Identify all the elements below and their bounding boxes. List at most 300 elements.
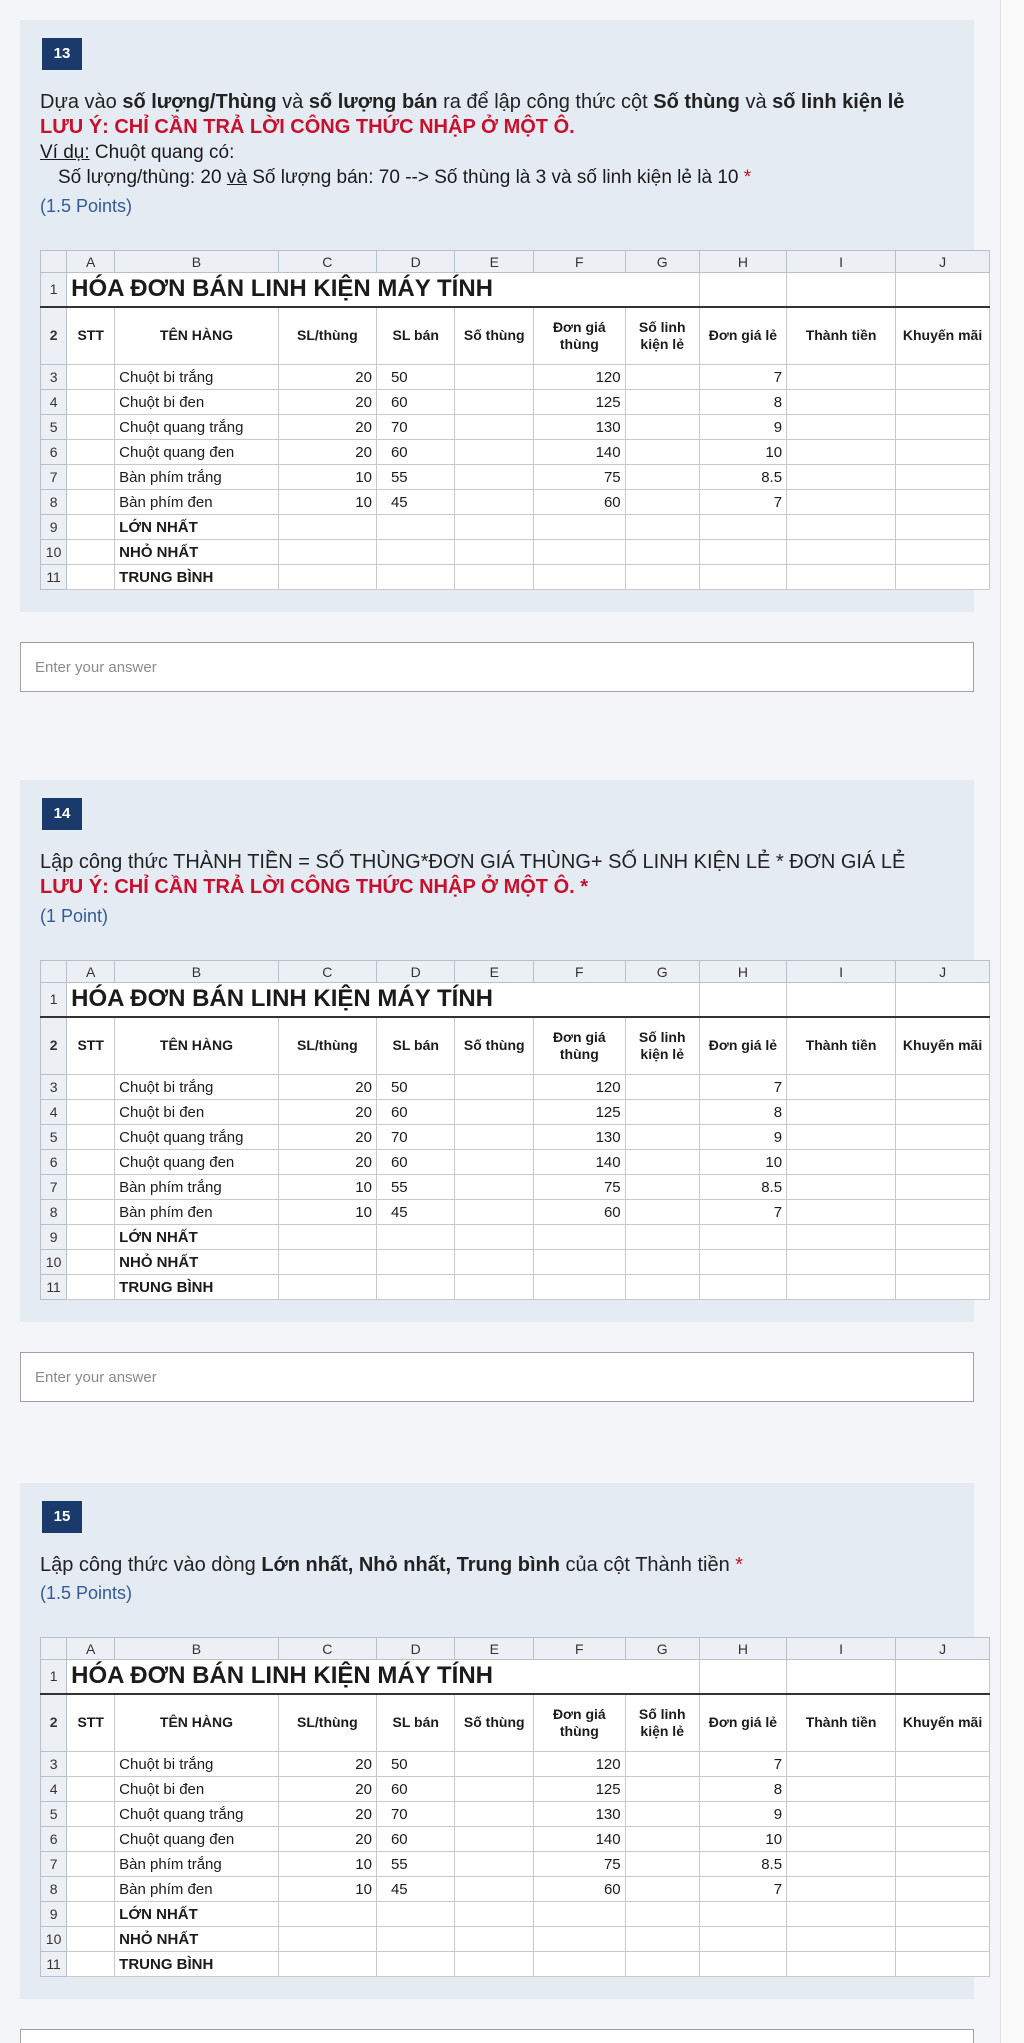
empty-cell — [896, 540, 990, 565]
name-cell: Chuột bi đen — [115, 1100, 279, 1125]
khuyen-mai-cell — [896, 1100, 990, 1125]
sl-thung-cell: 20 — [278, 1125, 376, 1150]
so-thung-cell — [455, 490, 534, 515]
empty-cell — [278, 1275, 376, 1300]
summary-row — [41, 565, 990, 590]
thanh-tien-cell — [787, 490, 896, 515]
linh-kien-le-cell — [625, 1100, 699, 1125]
stt-cell — [67, 1225, 115, 1250]
linh-kien-le-cell — [625, 1827, 699, 1852]
points-label: (1 Point) — [40, 906, 109, 926]
row-header: 6 — [41, 1827, 67, 1852]
empty-cell — [455, 1952, 534, 1977]
empty-cell — [278, 1952, 376, 1977]
stt-cell — [67, 1952, 115, 1977]
question-15 — [20, 1483, 983, 2043]
empty-cell — [278, 540, 376, 565]
table-row — [41, 390, 990, 415]
stt-cell — [67, 415, 115, 440]
empty-cell — [787, 1275, 896, 1300]
column-header: B — [115, 1638, 279, 1660]
empty-cell — [896, 983, 990, 1017]
don-gia-le-cell: 10 — [699, 440, 786, 465]
warning-part: LƯU Ý: CHỈ CẦN TRẢ LỜI CÔNG THỨC NHẬP Ở MỘT Ô. — [40, 876, 575, 898]
table-header-cell: SL bán — [376, 1694, 455, 1752]
empty-cell — [896, 515, 990, 540]
column-header: A — [67, 961, 115, 983]
thanh-tien-cell — [787, 1150, 896, 1175]
empty-cell — [787, 1952, 896, 1977]
so-thung-cell — [455, 415, 534, 440]
table-header-cell: Số thùng — [455, 1694, 534, 1752]
summary-label: NHỎ NHẤT — [115, 540, 279, 565]
linh-kien-le-cell — [625, 440, 699, 465]
empty-cell — [787, 1250, 896, 1275]
sl-ban-cell: 60 — [376, 440, 455, 465]
linh-kien-le-cell — [625, 1125, 699, 1150]
thanh-tien-cell — [787, 1100, 896, 1125]
summary-label: TRUNG BÌNH — [115, 1275, 279, 1300]
don-gia-le-cell: 8 — [699, 390, 786, 415]
row-header: 9 — [41, 1225, 67, 1250]
don-gia-le-cell: 8 — [699, 1100, 786, 1125]
sl-ban-cell: 55 — [376, 1175, 455, 1200]
column-header: E — [455, 251, 534, 273]
linh-kien-le-cell — [625, 1175, 699, 1200]
empty-cell — [699, 1225, 786, 1250]
empty-cell — [787, 565, 896, 590]
stt-cell — [67, 1927, 115, 1952]
khuyen-mai-cell — [896, 1877, 990, 1902]
spreadsheet-table — [40, 960, 990, 1300]
row-header: 5 — [41, 1802, 67, 1827]
example-intro: Chuột quang có: — [89, 142, 235, 163]
so-thung-cell — [455, 1175, 534, 1200]
empty-cell — [625, 1952, 699, 1977]
sl-ban-cell: 45 — [376, 1877, 455, 1902]
so-thung-cell — [455, 440, 534, 465]
sheet-title: HÓA ĐƠN BÁN LINH KIỆN MÁY TÍNH — [67, 273, 700, 307]
sl-ban-cell: 45 — [376, 1200, 455, 1225]
empty-cell — [455, 565, 534, 590]
empty-cell — [534, 1250, 626, 1275]
khuyen-mai-cell — [896, 1150, 990, 1175]
name-cell: Chuột quang trắng — [115, 1125, 279, 1150]
empty-cell — [625, 1225, 699, 1250]
don-gia-thung-cell: 60 — [534, 1877, 626, 1902]
so-thung-cell — [455, 1827, 534, 1852]
empty-cell — [278, 1927, 376, 1952]
question-text-bold: Lớn nhất, Nhỏ nhất, Trung bình — [261, 1554, 560, 1576]
empty-cell — [534, 1927, 626, 1952]
row-header: 6 — [41, 1150, 67, 1175]
so-thung-cell — [455, 1877, 534, 1902]
sheet-title: HÓA ĐƠN BÁN LINH KIỆN MÁY TÍNH — [67, 983, 700, 1017]
sl-ban-cell: 70 — [376, 1802, 455, 1827]
empty-cell — [534, 515, 626, 540]
stt-cell — [67, 1125, 115, 1150]
table-row — [41, 1075, 990, 1100]
row-header: 1 — [41, 1660, 67, 1694]
question-13 — [20, 20, 983, 692]
example-heading — [40, 140, 952, 165]
row-header: 3 — [41, 365, 67, 390]
empty-cell — [699, 1902, 786, 1927]
empty-cell — [896, 1250, 990, 1275]
sl-thung-cell: 20 — [278, 1802, 376, 1827]
summary-row — [41, 1225, 990, 1250]
sl-thung-cell: 10 — [278, 1200, 376, 1225]
question-number: 15 — [42, 1501, 82, 1533]
table-header-cell: SL bán — [376, 1017, 455, 1075]
question-text — [40, 850, 952, 874]
sl-thung-cell: 20 — [278, 365, 376, 390]
linh-kien-le-cell — [625, 1777, 699, 1802]
empty-cell — [787, 1660, 896, 1694]
row-header: 9 — [41, 1902, 67, 1927]
question-text-part: Lập công thức vào dòng — [40, 1554, 262, 1576]
name-cell: Bàn phím đen — [115, 1877, 279, 1902]
stt-cell — [67, 1275, 115, 1300]
empty-cell — [625, 1927, 699, 1952]
corner-cell — [41, 961, 67, 983]
don-gia-thung-cell: 75 — [534, 1852, 626, 1877]
don-gia-le-cell: 8.5 — [699, 1852, 786, 1877]
sheet-title: HÓA ĐƠN BÁN LINH KIỆN MÁY TÍNH — [67, 1660, 700, 1694]
example-part: Số lượng bán: 70 --> Số thùng là 3 và số linh kiện lẻ là 10 — [246, 167, 739, 188]
row-header: 8 — [41, 490, 67, 515]
so-thung-cell — [455, 1075, 534, 1100]
khuyen-mai-cell — [896, 1777, 990, 1802]
empty-cell — [625, 540, 699, 565]
name-cell: Bàn phím trắng — [115, 1852, 279, 1877]
empty-cell — [787, 1927, 896, 1952]
row-header: 3 — [41, 1075, 67, 1100]
question-card — [20, 1483, 983, 1999]
corner-cell — [41, 251, 67, 273]
don-gia-le-cell: 9 — [699, 415, 786, 440]
table-header-cell: Số thùng — [455, 307, 534, 365]
sl-ban-cell: 50 — [376, 365, 455, 390]
khuyen-mai-cell — [896, 1827, 990, 1852]
row-header: 2 — [41, 1694, 67, 1752]
table-row — [41, 1852, 990, 1877]
row-header: 8 — [41, 1200, 67, 1225]
stt-cell — [67, 1150, 115, 1175]
question-14 — [20, 780, 983, 1402]
stt-cell — [67, 490, 115, 515]
table-header-cell: STT — [67, 1694, 115, 1752]
name-cell: Chuột quang đen — [115, 1827, 279, 1852]
table-header-cell: Đơn giá lẻ — [699, 1694, 786, 1752]
question-number: 13 — [42, 38, 82, 70]
row-header: 4 — [41, 390, 67, 415]
empty-cell — [625, 1250, 699, 1275]
so-thung-cell — [455, 1200, 534, 1225]
table-row — [41, 440, 990, 465]
don-gia-le-cell: 7 — [699, 490, 786, 515]
empty-cell — [896, 273, 990, 307]
question-text-bold: Số thùng — [653, 91, 740, 113]
empty-cell — [787, 515, 896, 540]
empty-cell — [534, 1275, 626, 1300]
empty-cell — [376, 1952, 455, 1977]
khuyen-mai-cell — [896, 1075, 990, 1100]
sl-thung-cell: 20 — [278, 1100, 376, 1125]
empty-cell — [896, 565, 990, 590]
empty-cell — [896, 1660, 990, 1694]
column-header: H — [699, 1638, 786, 1660]
answer-input[interactable] — [35, 1369, 959, 1386]
linh-kien-le-cell — [625, 465, 699, 490]
empty-cell — [534, 565, 626, 590]
don-gia-thung-cell: 120 — [534, 1752, 626, 1777]
thanh-tien-cell — [787, 1877, 896, 1902]
stt-cell — [67, 1175, 115, 1200]
column-header: H — [699, 251, 786, 273]
name-cell: Chuột quang đen — [115, 440, 279, 465]
khuyen-mai-cell — [896, 1200, 990, 1225]
linh-kien-le-cell — [625, 1877, 699, 1902]
stt-cell — [67, 1877, 115, 1902]
question-text-part: và — [276, 91, 309, 113]
summary-row — [41, 1952, 990, 1977]
warning-text: LƯU Ý: CHỈ CẦN TRẢ LỜI CÔNG THỨC NHẬP Ở MỘT Ô. — [40, 116, 575, 138]
empty-cell — [534, 1225, 626, 1250]
column-header: B — [115, 961, 279, 983]
row-header: 3 — [41, 1752, 67, 1777]
points-label: (1.5 Points) — [40, 196, 133, 216]
table-header-cell: Đơn giá lẻ — [699, 1017, 786, 1075]
thanh-tien-cell — [787, 465, 896, 490]
sl-ban-cell: 50 — [376, 1752, 455, 1777]
stt-cell — [67, 390, 115, 415]
don-gia-thung-cell: 125 — [534, 1100, 626, 1125]
table-row — [41, 415, 990, 440]
table-row — [41, 490, 990, 515]
stt-cell — [67, 1100, 115, 1125]
summary-label: LỚN NHẤT — [115, 1225, 279, 1250]
don-gia-le-cell: 7 — [699, 365, 786, 390]
name-cell: Bàn phím trắng — [115, 1175, 279, 1200]
table-header-cell: SL bán — [376, 307, 455, 365]
so-thung-cell — [455, 390, 534, 415]
column-header: C — [278, 961, 376, 983]
empty-cell — [376, 1902, 455, 1927]
spreadsheet-table — [40, 1637, 990, 1977]
row-header: 7 — [41, 1175, 67, 1200]
column-header: B — [115, 251, 279, 273]
so-thung-cell — [455, 365, 534, 390]
linh-kien-le-cell — [625, 390, 699, 415]
sl-ban-cell: 60 — [376, 1100, 455, 1125]
empty-cell — [787, 540, 896, 565]
answer-input[interactable] — [35, 659, 959, 676]
empty-cell — [699, 983, 786, 1017]
empty-cell — [455, 1902, 534, 1927]
stt-cell — [67, 1250, 115, 1275]
warning-text — [40, 874, 952, 900]
row-header: 6 — [41, 440, 67, 465]
row-header: 10 — [41, 540, 67, 565]
empty-cell — [787, 1225, 896, 1250]
empty-cell — [455, 1275, 534, 1300]
table-header-cell: Số linh kiện lẻ — [625, 1694, 699, 1752]
so-thung-cell — [455, 1777, 534, 1802]
don-gia-thung-cell: 125 — [534, 390, 626, 415]
thanh-tien-cell — [787, 365, 896, 390]
row-header: 7 — [41, 465, 67, 490]
thanh-tien-cell — [787, 1852, 896, 1877]
empty-cell — [699, 273, 786, 307]
table-header-cell: Thành tiền — [787, 1017, 896, 1075]
empty-cell — [455, 1927, 534, 1952]
summary-label: TRUNG BÌNH — [115, 1952, 279, 1977]
row-header: 2 — [41, 307, 67, 365]
summary-label: LỚN NHẤT — [115, 1902, 279, 1927]
name-cell: Chuột quang trắng — [115, 1802, 279, 1827]
answer-field[interactable] — [20, 642, 974, 692]
column-header: J — [896, 961, 990, 983]
question-text-part: Lập công thức THÀNH TIỀN = SỐ THÙNG*ĐƠN GIÁ THÙNG+ SỐ LINH KIỆN LẺ * ĐƠN GIÁ LẺ — [40, 851, 906, 873]
name-cell: Chuột bi trắng — [115, 365, 279, 390]
empty-cell — [534, 1952, 626, 1977]
table-row — [41, 1752, 990, 1777]
name-cell: Chuột quang trắng — [115, 415, 279, 440]
empty-cell — [699, 1250, 786, 1275]
row-header: 11 — [41, 1952, 67, 1977]
linh-kien-le-cell — [625, 1150, 699, 1175]
khuyen-mai-cell — [896, 1802, 990, 1827]
example-label: Ví dụ: — [40, 142, 90, 163]
so-thung-cell — [455, 1802, 534, 1827]
column-header: D — [376, 961, 455, 983]
table-header-cell: Khuyến mãi — [896, 1017, 990, 1075]
don-gia-le-cell: 8.5 — [699, 465, 786, 490]
table-header-cell: SL/thùng — [278, 1017, 376, 1075]
row-header: 9 — [41, 515, 67, 540]
summary-label: LỚN NHẤT — [115, 515, 279, 540]
question-text-bold: số linh kiện lẻ — [772, 91, 905, 113]
linh-kien-le-cell — [625, 1802, 699, 1827]
stt-cell — [67, 365, 115, 390]
don-gia-le-cell: 8.5 — [699, 1175, 786, 1200]
row-header: 11 — [41, 1275, 67, 1300]
table-header-cell: Đơn giá lẻ — [699, 307, 786, 365]
empty-cell — [625, 565, 699, 590]
so-thung-cell — [455, 1150, 534, 1175]
stt-cell — [67, 1827, 115, 1852]
empty-cell — [699, 565, 786, 590]
empty-cell — [278, 1225, 376, 1250]
scrollbar-track[interactable] — [1000, 0, 1024, 2043]
sl-thung-cell: 20 — [278, 1075, 376, 1100]
summary-row — [41, 1250, 990, 1275]
column-header: I — [787, 961, 896, 983]
row-header: 5 — [41, 1125, 67, 1150]
row-header: 1 — [41, 273, 67, 307]
row-header: 10 — [41, 1250, 67, 1275]
empty-cell — [455, 1250, 534, 1275]
table-header-cell: Đơn giá thùng — [534, 1017, 626, 1075]
don-gia-thung-cell: 60 — [534, 490, 626, 515]
empty-cell — [787, 983, 896, 1017]
thanh-tien-cell — [787, 1777, 896, 1802]
column-header: F — [534, 251, 626, 273]
question-text — [40, 90, 952, 114]
don-gia-thung-cell: 130 — [534, 415, 626, 440]
so-thung-cell — [455, 465, 534, 490]
question-card — [20, 780, 983, 1322]
row-header: 7 — [41, 1852, 67, 1877]
empty-cell — [625, 515, 699, 540]
khuyen-mai-cell — [896, 390, 990, 415]
column-header: G — [625, 961, 699, 983]
empty-cell — [376, 540, 455, 565]
name-cell: Chuột bi đen — [115, 390, 279, 415]
thanh-tien-cell — [787, 1802, 896, 1827]
empty-cell — [896, 1275, 990, 1300]
don-gia-le-cell: 10 — [699, 1827, 786, 1852]
empty-cell — [699, 1660, 786, 1694]
table-header-cell: SL/thùng — [278, 1694, 376, 1752]
table-header-cell: Đơn giá thùng — [534, 307, 626, 365]
column-header: E — [455, 961, 534, 983]
empty-cell — [376, 565, 455, 590]
stt-cell — [67, 1802, 115, 1827]
table-header-cell: Đơn giá thùng — [534, 1694, 626, 1752]
column-header: I — [787, 251, 896, 273]
table-header-cell: TÊN HÀNG — [115, 1017, 279, 1075]
row-header: 11 — [41, 565, 67, 590]
name-cell: Chuột bi trắng — [115, 1752, 279, 1777]
khuyen-mai-cell — [896, 1852, 990, 1877]
question-text-part: của cột Thành tiền — [559, 1554, 730, 1576]
sl-ban-cell: 70 — [376, 1125, 455, 1150]
answer-field[interactable] — [20, 1352, 974, 1402]
don-gia-thung-cell: 125 — [534, 1777, 626, 1802]
table-row — [41, 365, 990, 390]
khuyen-mai-cell — [896, 465, 990, 490]
table-header-cell: STT — [67, 1017, 115, 1075]
sl-thung-cell: 20 — [278, 390, 376, 415]
empty-cell — [534, 540, 626, 565]
empty-cell — [376, 515, 455, 540]
linh-kien-le-cell — [625, 415, 699, 440]
table-row — [41, 1100, 990, 1125]
name-cell: Chuột bi đen — [115, 1777, 279, 1802]
row-header: 4 — [41, 1100, 67, 1125]
table-header-cell: Số linh kiện lẻ — [625, 1017, 699, 1075]
summary-label: NHỎ NHẤT — [115, 1250, 279, 1275]
question-text-part: Dựa vào — [40, 91, 123, 113]
column-header: J — [896, 1638, 990, 1660]
row-header: 1 — [41, 983, 67, 1017]
sl-thung-cell: 10 — [278, 1877, 376, 1902]
column-header: C — [278, 1638, 376, 1660]
don-gia-thung-cell: 140 — [534, 440, 626, 465]
khuyen-mai-cell — [896, 365, 990, 390]
empty-cell — [376, 1275, 455, 1300]
sl-thung-cell: 20 — [278, 1752, 376, 1777]
table-row — [41, 1877, 990, 1902]
answer-field[interactable] — [20, 2029, 974, 2043]
question-number: 14 — [42, 798, 82, 830]
khuyen-mai-cell — [896, 1752, 990, 1777]
don-gia-le-cell: 7 — [699, 1752, 786, 1777]
summary-row — [41, 1902, 990, 1927]
empty-cell — [896, 1902, 990, 1927]
